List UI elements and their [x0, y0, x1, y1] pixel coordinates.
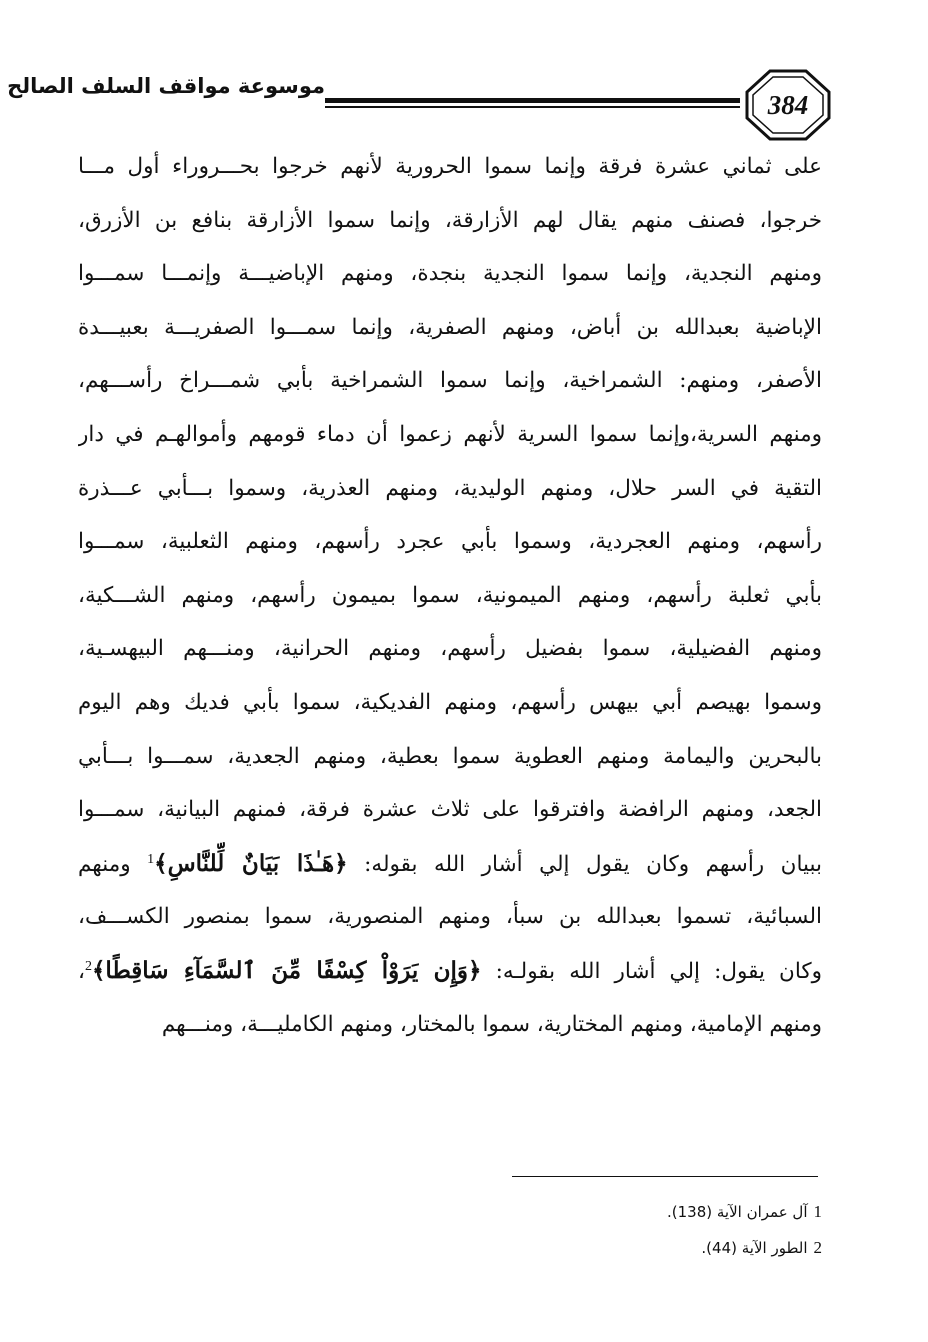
book-title: موسوعة مواقف السلف الصالح [7, 74, 325, 98]
text-line: ومنهم النجدية، وإنما سموا النجدية بنجدة، ومنهم الإباضيـــة وإنمـــا سمـــوا [78, 261, 822, 287]
footnote [402, 1230, 822, 1266]
footnotes [402, 1194, 822, 1266]
text-line: وسموا بهيصم أبي بيهس رأسهم، ومنهم الفديكية، سموا بأبي فديك وهم اليوم [78, 689, 822, 715]
text-line: التقية في السر حلال، ومنهم الوليدية، ومنهم العذرية، وسموا بـــأبي عـــذرة [78, 475, 822, 501]
footnote-text: آل عمران الآية (138). [666, 1203, 808, 1221]
text-line: رأسهم، ومنهم العجردية، وسموا بأبي عجرد رأسهم، ومنهم الثعلبية، سمـــوا [78, 529, 822, 555]
footnote-text: الطور الآية (44). [701, 1239, 808, 1257]
footnote-ref[interactable]: 1 [147, 851, 155, 867]
text-line: ومنهم السرية،وإنما سموا السرية لأنهم زعموا أن دماء قومهم وأموالهـم في دار [78, 421, 822, 447]
quran-quote: ﴿هَـٰذَا بَيَانٌ لِّلنَّاسِ﴾ [154, 849, 348, 877]
main-text [78, 140, 822, 1051]
page-number: 384 [767, 90, 809, 120]
quran-quote: ﴿وَإِن يَرَوْاْ كِسْفًا مِّنَ ٱلسَّمَآءِ سَاقِطًا﴾ [91, 956, 482, 984]
text-line: السبائية، تسموا بعبدالله بن سبأ، ومنهم المنصورية، سموا بمنصور الكســـف، [78, 904, 822, 930]
text-line: خرجوا، فصنف منهم يقال لهم الأزارقة، وإنما سموا الأزارقة بنافع بن الأزرق، [78, 207, 822, 233]
page-number-badge [744, 68, 832, 142]
line-text: ، [78, 958, 85, 984]
text-line: الأصفر، ومنهم: الشمراخية، وإنما سموا الشمراخية بأبي شمـــراخ رأســـهم، [78, 368, 822, 394]
header-divider [325, 98, 740, 110]
line-text: ببيان رأسهم وكان يقول إلي أشار الله بقوله: [364, 851, 822, 877]
line-text: ومنهم [78, 851, 131, 877]
text-line-with-quote [78, 944, 822, 998]
line-text: وكان يقول: إلي أشار الله بقولـه: [495, 958, 822, 984]
text-line: الجعد، ومنهم الرافضة وافترقوا على ثلاث عشرة فرقة، فمنهم البيانية، سمـــوا [78, 797, 822, 823]
text-line: ومنهم الإمامية، ومنهم المختارية، سموا بالمختار، ومنهم الكامليـــة، ومنـــهم [161, 1011, 822, 1037]
footnote-number: 2 [813, 1238, 822, 1257]
footnote-number: 1 [813, 1202, 822, 1221]
text-line: الإباضية بعبدالله بن أباض، ومنهم الصفرية، وإنما سمـــوا الصفريـــة بعبيـــدة [78, 314, 822, 340]
text-line: على ثماني عشرة فرقة وإنما سموا الحرورية لأنهم خرجوا بحـــروراء أول مـــا [78, 154, 822, 179]
text-line: بأبي ثعلبة رأسهم، ومنهم الميمونية، سموا بميمون رأسهم، ومنهم الشـــكية، [78, 582, 822, 608]
footnote-divider [512, 1176, 818, 1177]
footnote [402, 1194, 822, 1230]
footnote-ref[interactable]: 2 [84, 958, 92, 974]
text-line: بالبحرين واليمامة ومنهم العطوية سموا بعطية، ومنهم الجعدية، سمـــوا بـــأبي [78, 743, 822, 769]
page-header [7, 68, 832, 142]
text-line: ومنهم الفضيلية، سموا بفضيل رأسهم، ومنهم الحرانية، ومنـــهم البيهسـية، [78, 636, 822, 662]
text-line-with-quote [78, 837, 822, 891]
